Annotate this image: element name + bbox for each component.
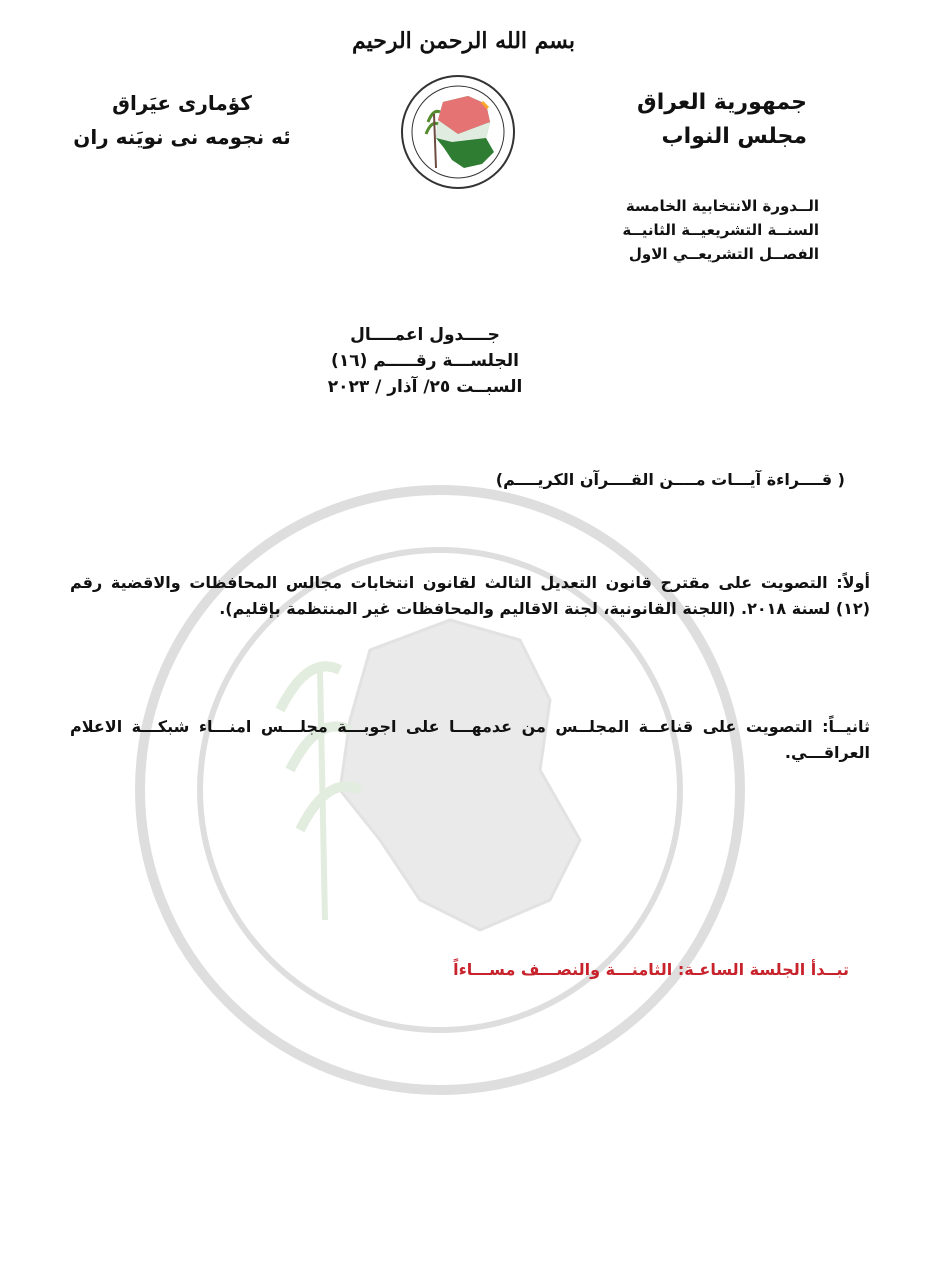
session-electoral-cycle: الــدورة الانتخابية الخامسة xyxy=(625,197,819,215)
parliament-logo xyxy=(398,72,518,192)
watermark-seal xyxy=(120,470,760,1110)
basmala: بسم الله الرحمن الرحيم xyxy=(351,28,576,54)
session-date: السبــت ٢٥/ آذار / ٢٠٢٣ xyxy=(327,377,523,397)
session-legislative-year: السنــة التشريعيــة الثانيــة xyxy=(622,221,819,239)
session-info xyxy=(519,194,819,266)
quran-reading: ( قــــراءة آيـــات مــــن القــــرآن الكريــــم) xyxy=(495,470,845,489)
parliament-logo-icon xyxy=(398,72,518,192)
header-country: جمهورية العراق xyxy=(637,90,807,115)
header-kurdish-country: كؤمارى عيَراق xyxy=(112,91,252,115)
session-legislative-term: الفصــل التشريعــي الاول xyxy=(628,245,819,263)
agenda-heading: جــــدول اعمــــال xyxy=(350,325,500,345)
session-number: الجلســـة رقـــــم (١٦) xyxy=(331,351,519,371)
header-council: مجلس النواب xyxy=(661,124,807,149)
header-arabic xyxy=(567,86,807,154)
agenda-item-2: ثانيــاً: التصويت على قناعــة المجلــس من عدمهـــا على اجوبـــة مجلـــس امنـــاء شبكـــة الاعلام العراقـــي. xyxy=(70,717,870,762)
session-start-time: تبــدأ الجلسة الساعـة: الثامنـــة والنصـــف مســـاءاً xyxy=(453,960,849,979)
header-kurdish-council: ئه نجومه نى نويَنه ران xyxy=(73,125,291,149)
agenda-item-1: أولاً: التصويت على مقترح قانون التعديل الثالث لقانون انتخابات مجالس المحافظات والاقضية رقم (١٢) لسنة ٢٠١٨. (اللجنة القانونية، لجنة الاقاليم والمحافظات غير المنتظمة بإقليم). xyxy=(70,573,870,618)
agenda-title xyxy=(290,322,560,400)
watermark-seal-graphic xyxy=(120,470,760,1110)
header-kurdish xyxy=(62,86,302,154)
